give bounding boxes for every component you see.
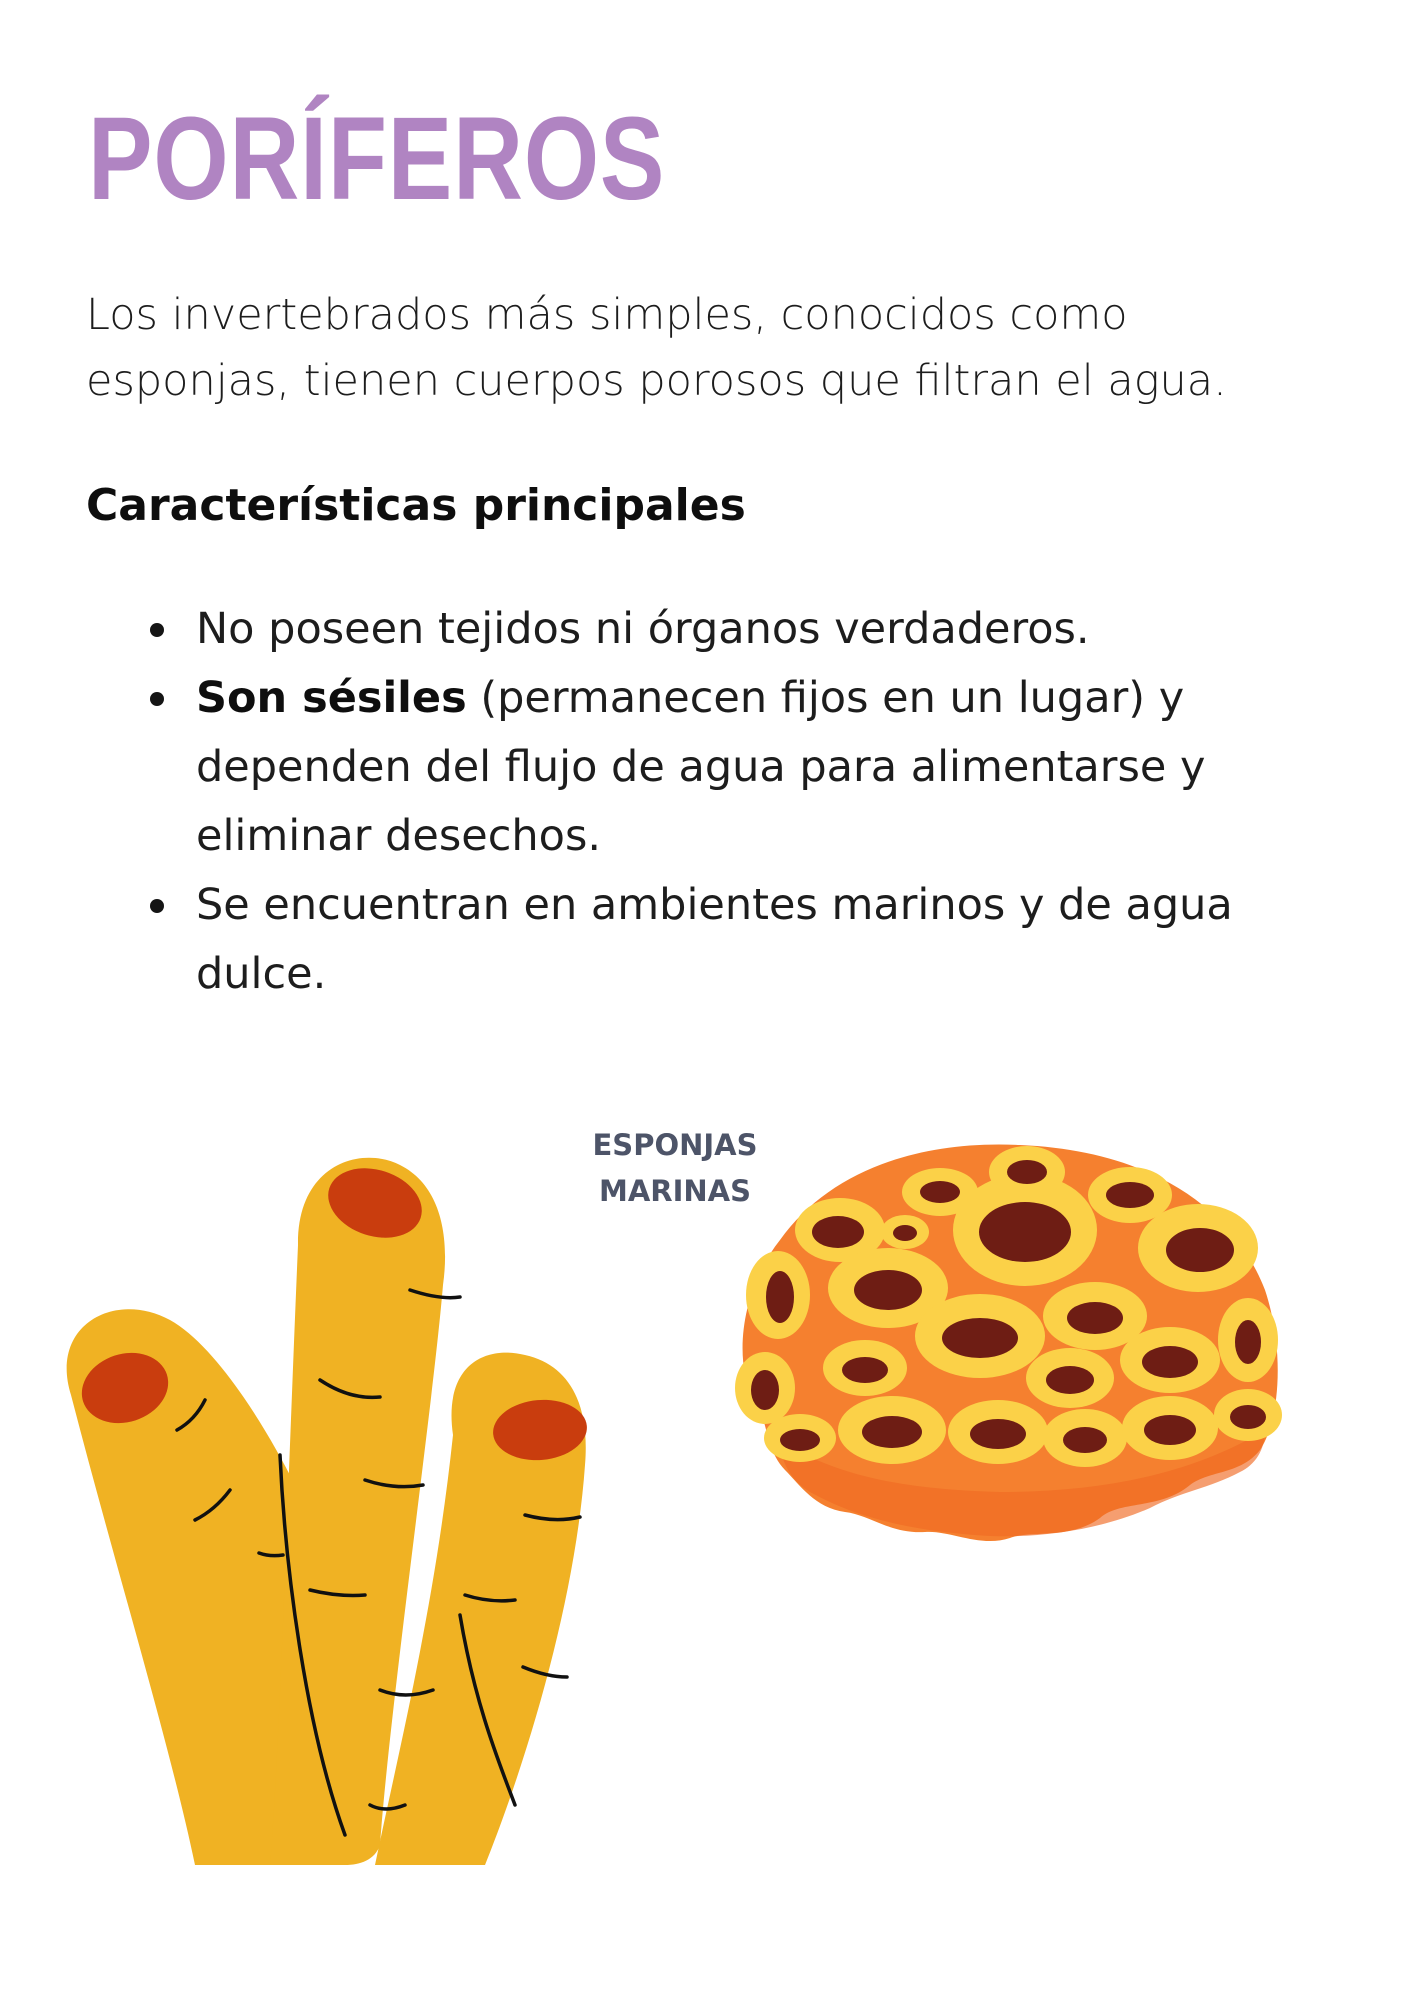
features-heading: Características principales [86, 480, 746, 531]
encrusting-sponge-illustration [720, 1120, 1300, 1560]
list-item [150, 871, 1260, 1009]
list-item-text: Se encuentran en ambientes marinos y de agua dulce. [196, 880, 1233, 999]
caption-line-2: MARINAS [598, 1174, 752, 1208]
caption-line-1: ESPONJAS [592, 1128, 758, 1162]
list-item [150, 595, 1260, 664]
list-item-text: No poseen tejidos ni órganos verdaderos. [196, 604, 1090, 654]
list-item [150, 664, 1260, 871]
tube-sponge-illustration [55, 1145, 635, 1865]
tube-sponge-body [67, 1158, 586, 1865]
intro-paragraph: Los invertebrados más simples, conocidos como esponjas, tienen cuerpos porosos que filtran el agua. [86, 290, 1227, 406]
features-list [150, 595, 1260, 1009]
page-title: PORÍFEROS [88, 93, 666, 225]
list-item-text: (permanecen fijos en un lugar) y dependen del flujo de agua para alimentarse y eliminar desechos. [196, 673, 1206, 861]
list-item-bold: Son sésiles [196, 673, 467, 723]
